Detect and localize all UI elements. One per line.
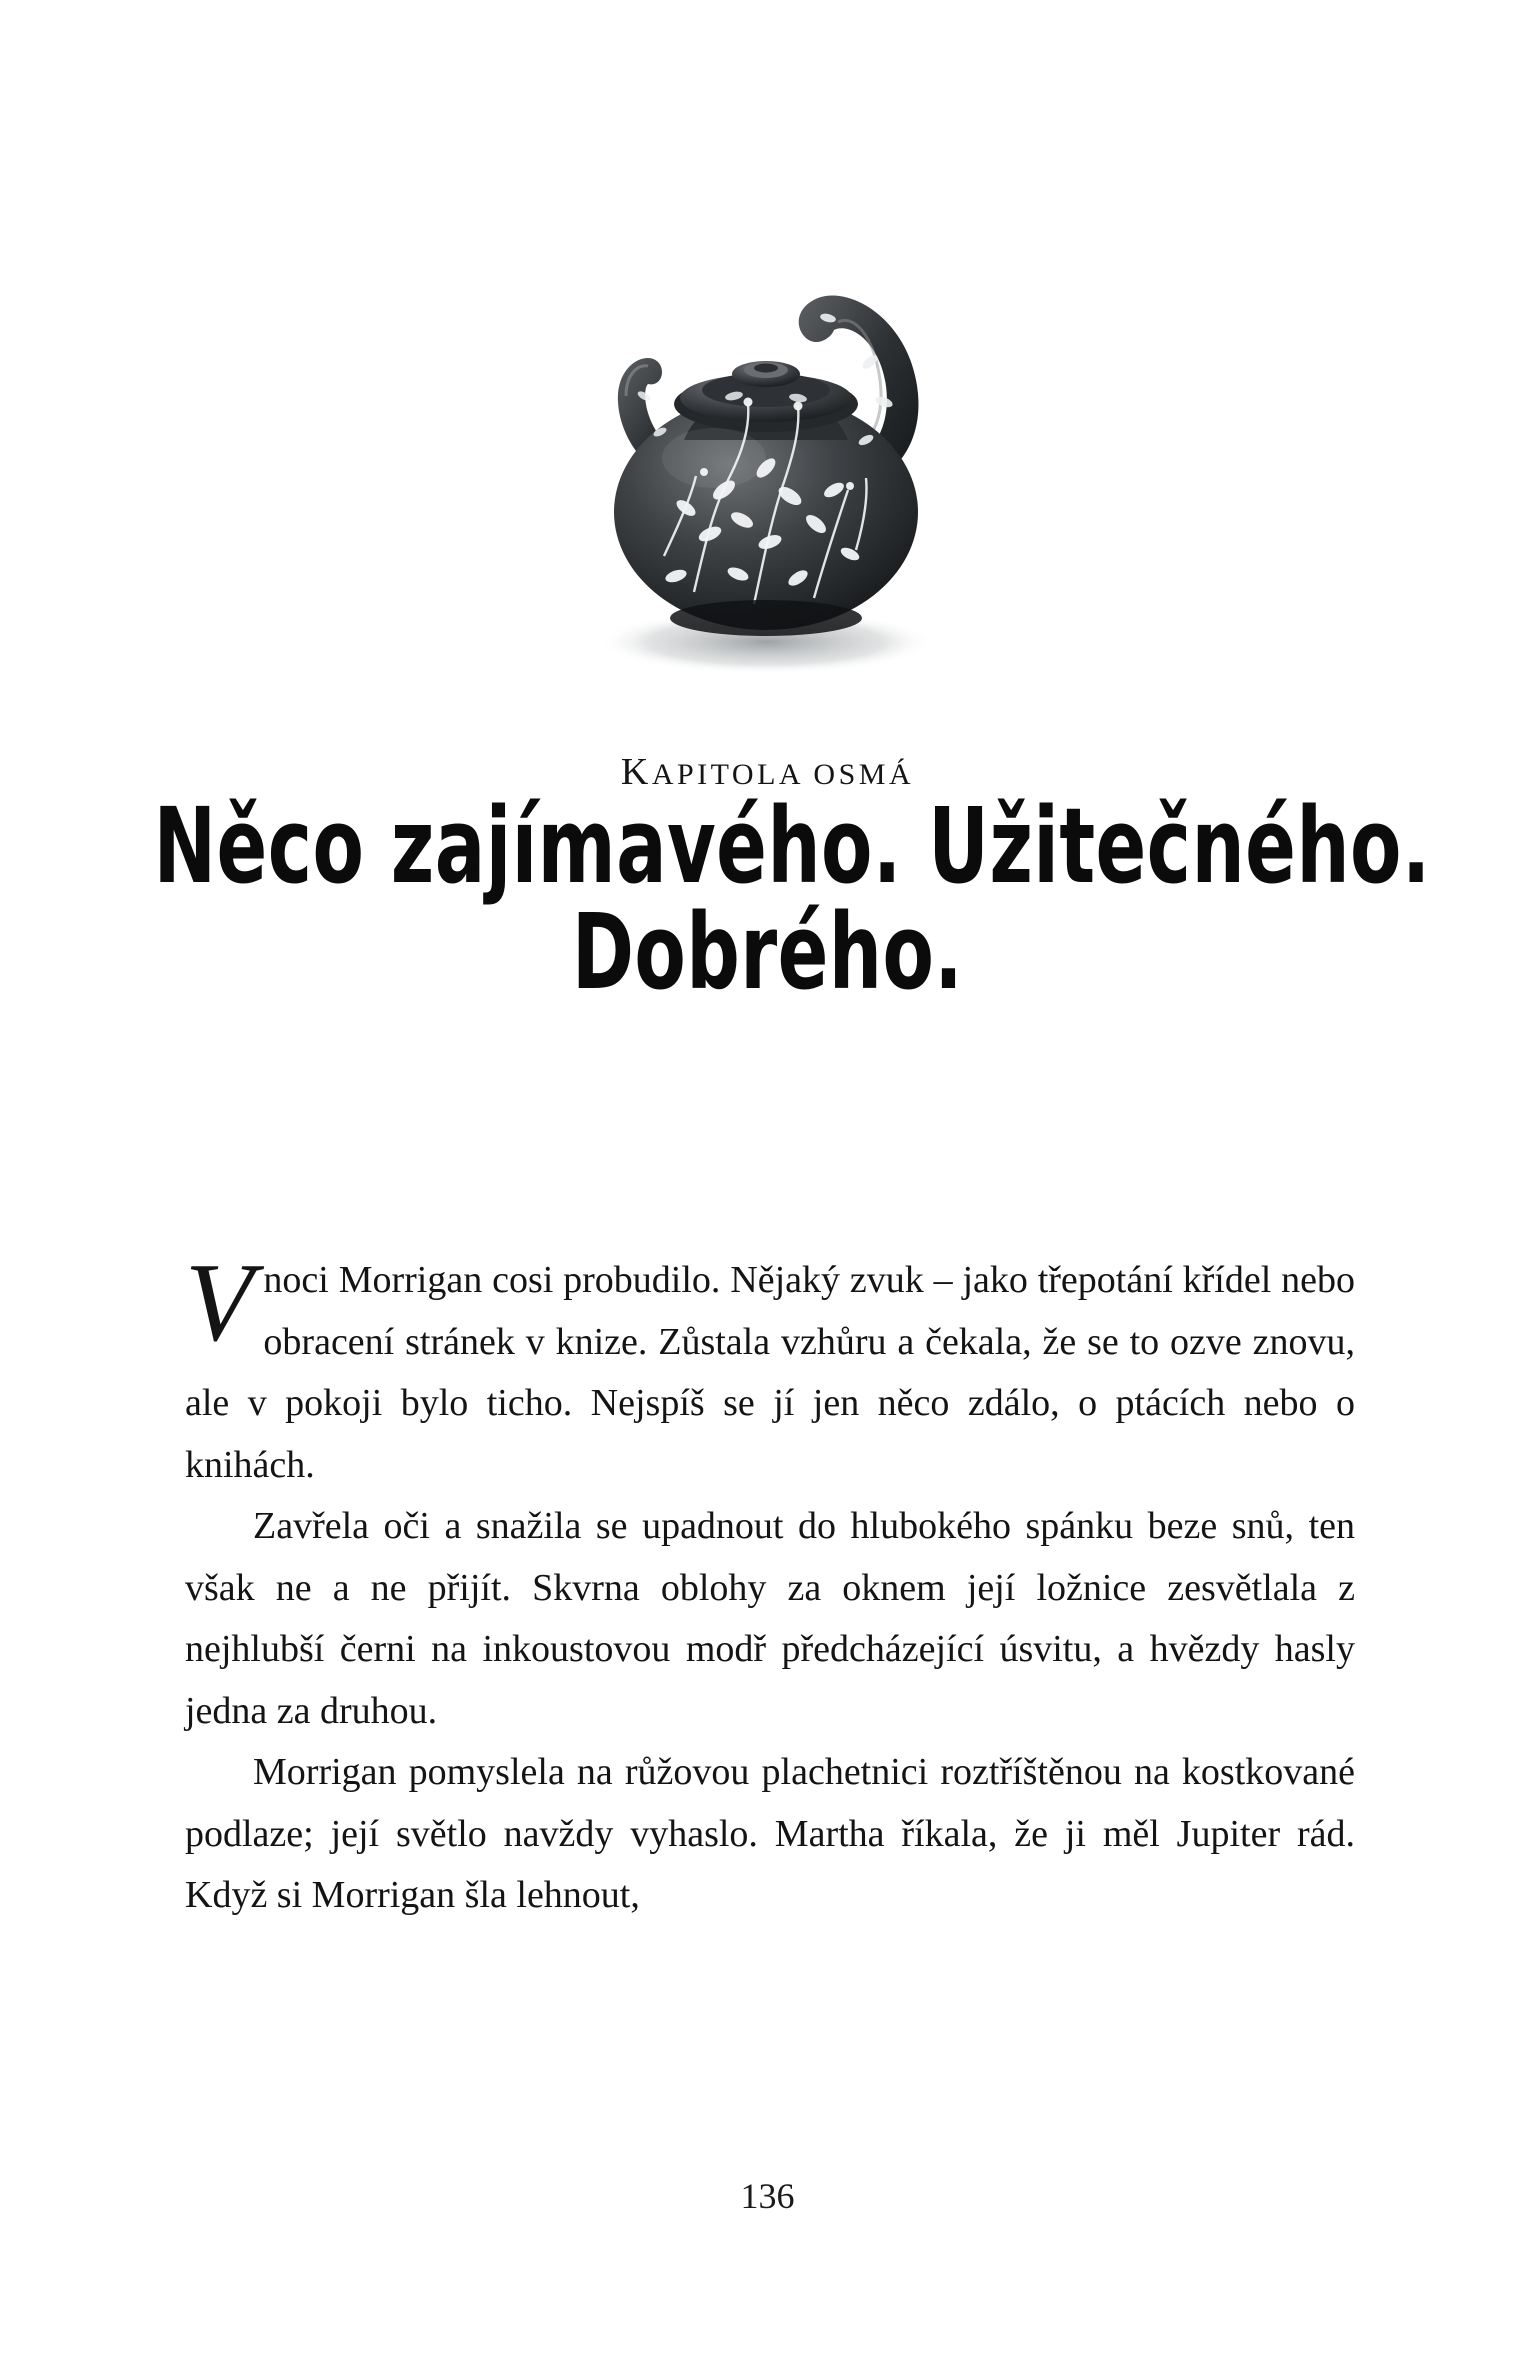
- chapter-label-initial: K: [620, 751, 652, 793]
- paragraph-2: Zavřela oči a snažila se upadnout do hlubokého spánku beze snů, ten však ne a ne přijít. Skvrna oblohy za oknem její ložnice zesvětlala z nejhlubší černi na inkoustovou modř předcházející úsvitu, a hvězdy hasly jedna za druhou.: [185, 1505, 1355, 1732]
- chapter-title: [0, 785, 1535, 1013]
- paragraph-3: Morrigan pomyslela na růžovou plachetnici roztříštěnou na kostkované podlaze; její světlo navždy vyhaslo. Martha říkala, že ji měl Jupiter rád. Když si Morrigan šla lehnout,: [185, 1751, 1355, 1917]
- drop-cap: V: [185, 1241, 254, 1365]
- chapter-title-line-2: Dobrého.: [571, 890, 964, 1013]
- paragraph-1: [185, 1241, 1355, 1496]
- page-number: 136: [740, 2176, 795, 2216]
- paragraph-1-text: noci Morrigan cosi probudilo. Nějaký zvuk – jako třepotání křídel nebo obracení stránek v knize. Zůstala vzhůru a čekala, že se to ozve znovu, ale v pokoji bylo ticho. Nejspíš se jí jen něco zdálo, o ptácích nebo o knihách.: [185, 1259, 1355, 1486]
- chapter-label-rest: APITOLA OSMÁ: [651, 758, 915, 791]
- teapot-icon: [498, 190, 1038, 730]
- chapter-illustration: [0, 180, 1535, 740]
- chapter-title-line-1: Něco zajímavého. Užitečného.: [153, 785, 1431, 907]
- body-text: [185, 1241, 1355, 1927]
